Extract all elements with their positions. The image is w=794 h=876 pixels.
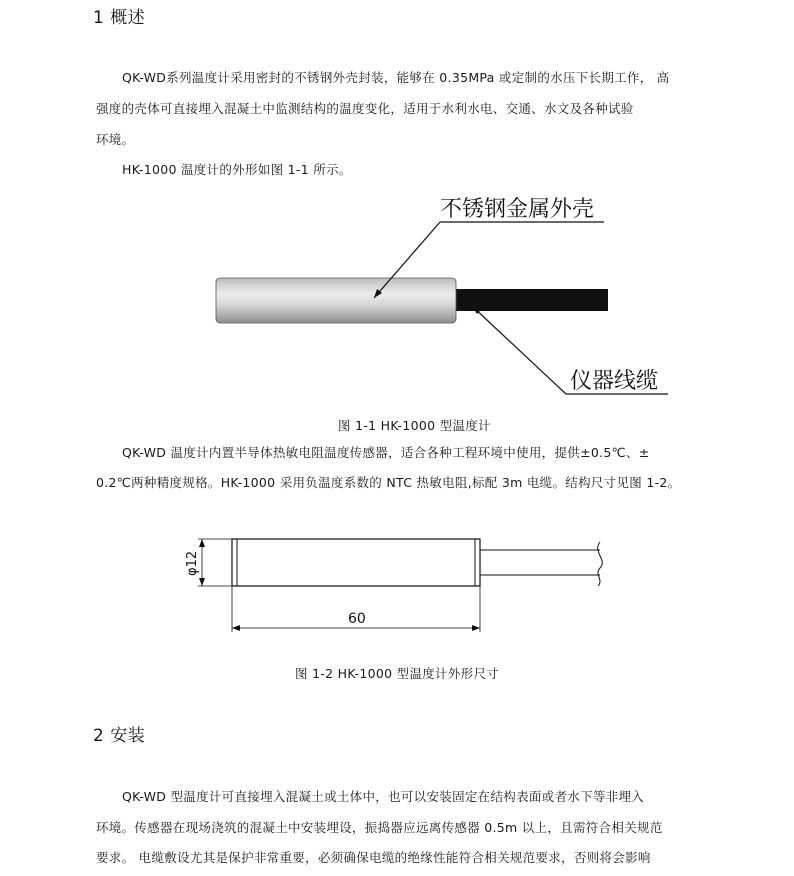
shell-shape <box>216 278 456 323</box>
label-cable: 仪器线缆 <box>570 369 659 394</box>
para1-line1: QK-WD系列温度计采用密封的不锈钢外壳封装，能够在 0.35MPa 或定制的水压下长期工作， 高 <box>122 70 670 85</box>
dim-length: 60 <box>348 611 366 627</box>
figure-1-2-caption: 图 1-2 HK-1000 型温度计外形尺寸 <box>295 666 500 681</box>
para1-line2: 强度的壳体可直接埋入混凝土中监测结构的温度变化，适用于水利水电、交通、水文及各种试验 <box>96 101 634 116</box>
section-1-heading: 1 概述 <box>93 8 146 28</box>
sec2-para1-line2: 环境。传感器在现场浇筑的混凝土中安装埋设，振捣器应远离传感器 0.5m 以上，且需符合相关规范 <box>96 820 663 835</box>
sensor-body <box>232 539 480 586</box>
para2: HK-1000 温度计的外形如图 1-1 所示。 <box>122 162 352 177</box>
label-stainless-shell: 不锈钢金属外壳 <box>440 197 595 222</box>
para1-line3: 环境。 <box>96 132 135 147</box>
para3-line2: 0.2℃两种精度规格。HK-1000 采用负温度系数的 NTC 热敏电阻,标配 3m 电缆。结构尺寸见图 1-2。 <box>96 475 681 490</box>
para3-line1: QK-WD 温度计内置半导体热敏电阻温度传感器，适合各种工程环境中使用，提供±0.5℃、± <box>122 445 650 460</box>
figure-1-2 <box>0 520 794 650</box>
sec2-para1-line1: QK-WD 型温度计可直接埋入混凝土或土体中，也可以安装固定在结构表面或者水下等非埋入 <box>122 789 645 804</box>
dim-diameter: φ12 <box>185 550 200 576</box>
section-2-heading: 2 安装 <box>93 726 146 746</box>
figure-1-1-caption: 图 1-1 HK-1000 型温度计 <box>338 418 491 433</box>
sec2-para1-line3: 要求。 电缆敷设尤其是保护非常重要，必须确保电缆的绝缘性能符合相关规范要求，否则将会影响 <box>96 850 651 865</box>
figure-1-1 <box>0 0 794 420</box>
